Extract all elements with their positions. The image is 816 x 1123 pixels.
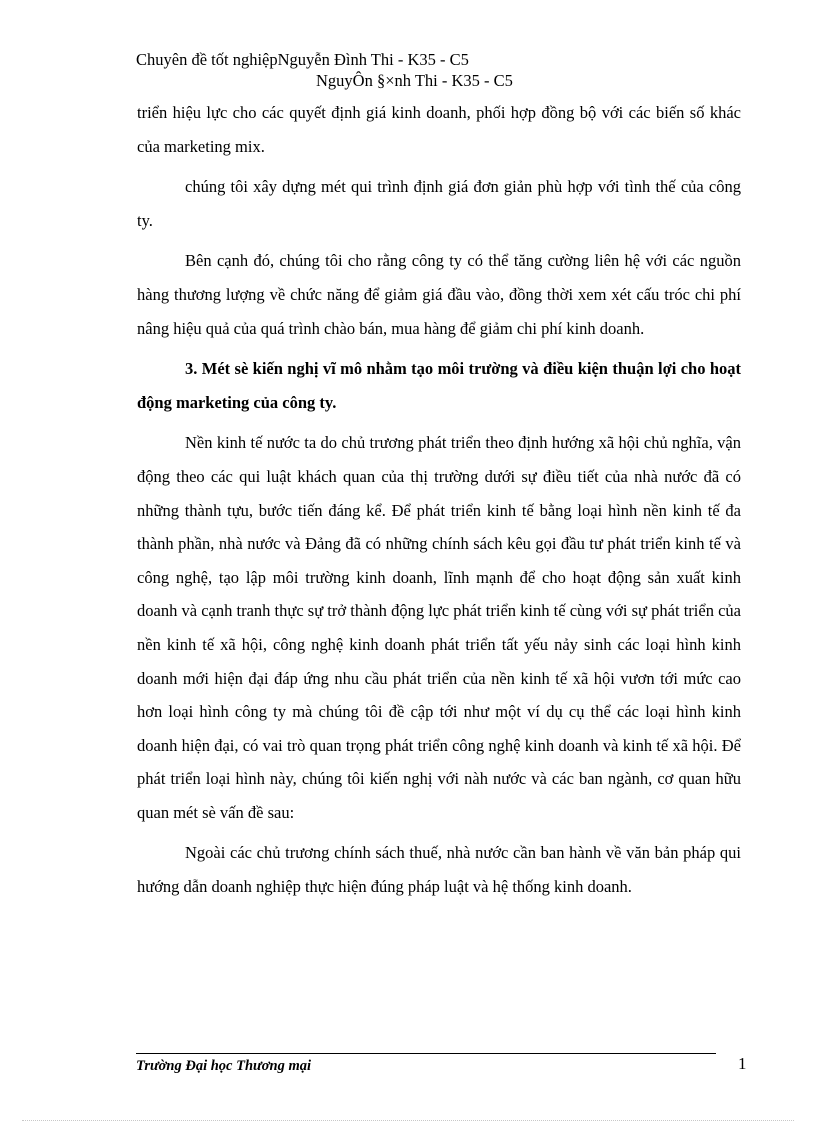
page-number: 1	[738, 1054, 747, 1073]
footer-school-name: Trường Đại học Thương mại	[136, 1058, 312, 1074]
footer-divider	[136, 1053, 716, 1054]
paragraph-tax-policy: Ngoài các chủ trương chính sách thuế, nhà nước cần ban hành về văn bản pháp qui hướng dẫn doanh nghiệp thực hiện đúng pháp luật và hệ thống kinh doanh.	[137, 843, 741, 897]
section-heading: 3. Mét sè kiến nghị vĩ mô nhằm tạo môi trường và điều kiện thuận lợi cho hoạt động marketing của công ty.	[137, 359, 741, 412]
paragraph-cost-reduction: Bên cạnh đó, chúng tôi cho rằng công ty có thể tăng cường liên hệ với các nguồn hàng thương lượng về chức năng để giảm giá đầu vào, đồng thời xem xét cấu tróc chi phí nâng hiệu quả của quá trình chào bán, mua hàng để giảm chi phí kinh doanh.	[137, 251, 741, 338]
page-edge-divider	[22, 1120, 794, 1121]
running-header-line-2: NguyÔn §×nh Thi - K35 - C5	[316, 71, 513, 90]
document-body	[137, 96, 741, 904]
paragraph-pricing-process: chúng tôi xây dựng mét qui trình định giá đơn giản phù hợp với tình thế của công ty.	[137, 177, 741, 230]
running-header-line-1: Chuyên đề tốt nghiệpNguyễn Đình Thi - K35 - C5	[136, 50, 469, 69]
paragraph-economy: Nền kinh tế nước ta do chủ trương phát triển theo định hướng xã hội chủ nghĩa, vận động theo các qui luật khách quan của thị trường dưới sự điều tiết của nhà nước đã có những thành tựu, bước tiến đáng kể. Để phát triển kinh tế bằng loại hình nền kinh tế đa thành phần, nhà nước và Đảng đã có những chính sách kêu gọi đầu tư phát triển kinh tế và công nghệ, tạo lập môi trường kinh doanh, lĩnh mạnh để cho hoạt động sản xuất kinh doanh và cạnh tranh thực sự trở thành động lực phát triển kinh tế cùng với sự phát triển của nền kinh tế xã hội, công nghệ kinh doanh phát triển tất yếu nảy sinh các loại hình kinh doanh mới hiện đại đáp ứng nhu cầu phát triển của nền kinh tế xã hội vươn tới mức cao hơn loại hình công ty mà chúng tôi đề cập tới như một ví dụ cụ thể các loại hình kinh doanh hiện đại, có vai trò quan trọng phát triển công nghệ kinh doanh và kinh tế xã hội. Để phát triển loại hình này, chúng tôi kiến nghị với nàh nước và các ban ngành, cơ quan hữu quan mét sè vấn đề sau:	[137, 433, 741, 822]
paragraph-continuation: triển hiệu lực cho các quyết định giá kinh doanh, phối hợp đồng bộ với các biến số khác của marketing mix.	[137, 103, 741, 156]
